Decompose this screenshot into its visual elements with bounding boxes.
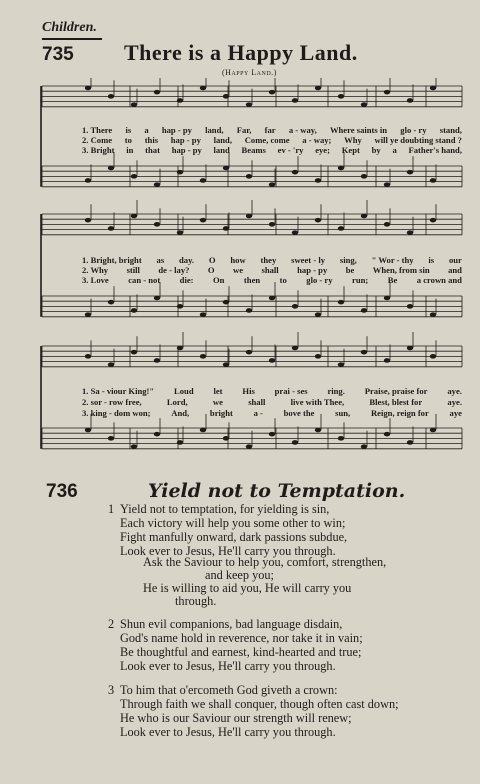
verse-2-line-3: Be thoughtful and earnest, kind-hearted and true; <box>120 645 362 659</box>
verse-1-line-2: Each victory will help you some other to win; <box>120 516 346 530</box>
verse-1-line-4: Look ever to Jesus, He'll carry you through. <box>120 544 336 558</box>
verse-2-line-2: God's name hold in reverence, nor take it in vain; <box>120 631 363 645</box>
verse-3-line-3: He who is our Saviour our strength will renew; <box>120 711 352 725</box>
verse-2-line-4: Look ever to Jesus, He'll carry you through. <box>120 659 336 673</box>
hymn-735-title: There is a Happy Land. <box>124 40 358 65</box>
tune-name: (Happy Land.) <box>222 68 277 77</box>
verse-3-line-4: Look ever to Jesus, He'll carry you through. <box>120 725 336 739</box>
lyric-line-3-3: 3. king - dom won; And, bright a - bove the sun, Reign, reign for aye <box>82 408 462 418</box>
chorus-line-1: Ask the Saviour to help you, comfort, strengthen, <box>143 555 387 569</box>
verse-2-line-1: Shun evil companions, bad language disdain, <box>120 617 343 631</box>
section-rule <box>42 38 102 40</box>
lyric-line-1-2: 2. Come to this hap - py land, Come, come a - way; Why will ye doubting stand ? <box>82 135 462 145</box>
verse-2-number: 2 <box>108 617 115 631</box>
lyric-line-2-3: 3. Love can - not die: On then to glo - ry run; Be a crown and <box>82 275 462 285</box>
lyric-line-3-2: 2. sor - row free, Lord, we shall live with Thee, Blest, blest for aye. <box>82 397 462 407</box>
hymn-736-number: 736 <box>46 481 78 502</box>
lyric-line-1-1: 1. There is a hap - py land, Far, far a - way, Where saints in glo - ry stand, <box>82 125 462 135</box>
verse-3-line-2: Through faith we shall conquer, though often cast down; <box>120 697 399 711</box>
section-heading: Children. <box>42 20 97 35</box>
lyric-line-2-2: 2. Why still de - lay? O we shall hap - py be When, from sin and <box>82 265 462 275</box>
lyric-line-3-1: 1. Sa - viour King!" Loud let His prai - ses ring. Praise, praise for aye. <box>82 386 462 396</box>
verse-1-line-1: Yield not to temptation, for yielding is sin, <box>120 502 330 516</box>
chorus-line-3: He is willing to aid you, He will carry you <box>143 581 352 595</box>
lyric-line-2-1: 1. Bright, bright as day. O how they sweet - ly sing, " Wor - thy is our <box>82 255 462 265</box>
hymn-735-number: 735 <box>42 44 74 65</box>
chorus-line-2: and keep you; <box>205 568 274 582</box>
verse-1-line-3: Fight manfully onward, dark passions subdue, <box>120 530 348 544</box>
hymn-736-title: Yield not to Temptation. <box>148 480 406 502</box>
lyric-line-1-3: 3. Bright in that hap - py land Beams ev - 'ry eye; Kept by a Father's hand, <box>82 145 462 155</box>
verse-3-line-1: To him that o'ercometh God giveth a crown: <box>120 683 338 697</box>
chorus-line-4: through. <box>175 594 217 608</box>
verse-3-number: 3 <box>108 683 115 697</box>
verse-1-number: 1 <box>108 502 115 516</box>
